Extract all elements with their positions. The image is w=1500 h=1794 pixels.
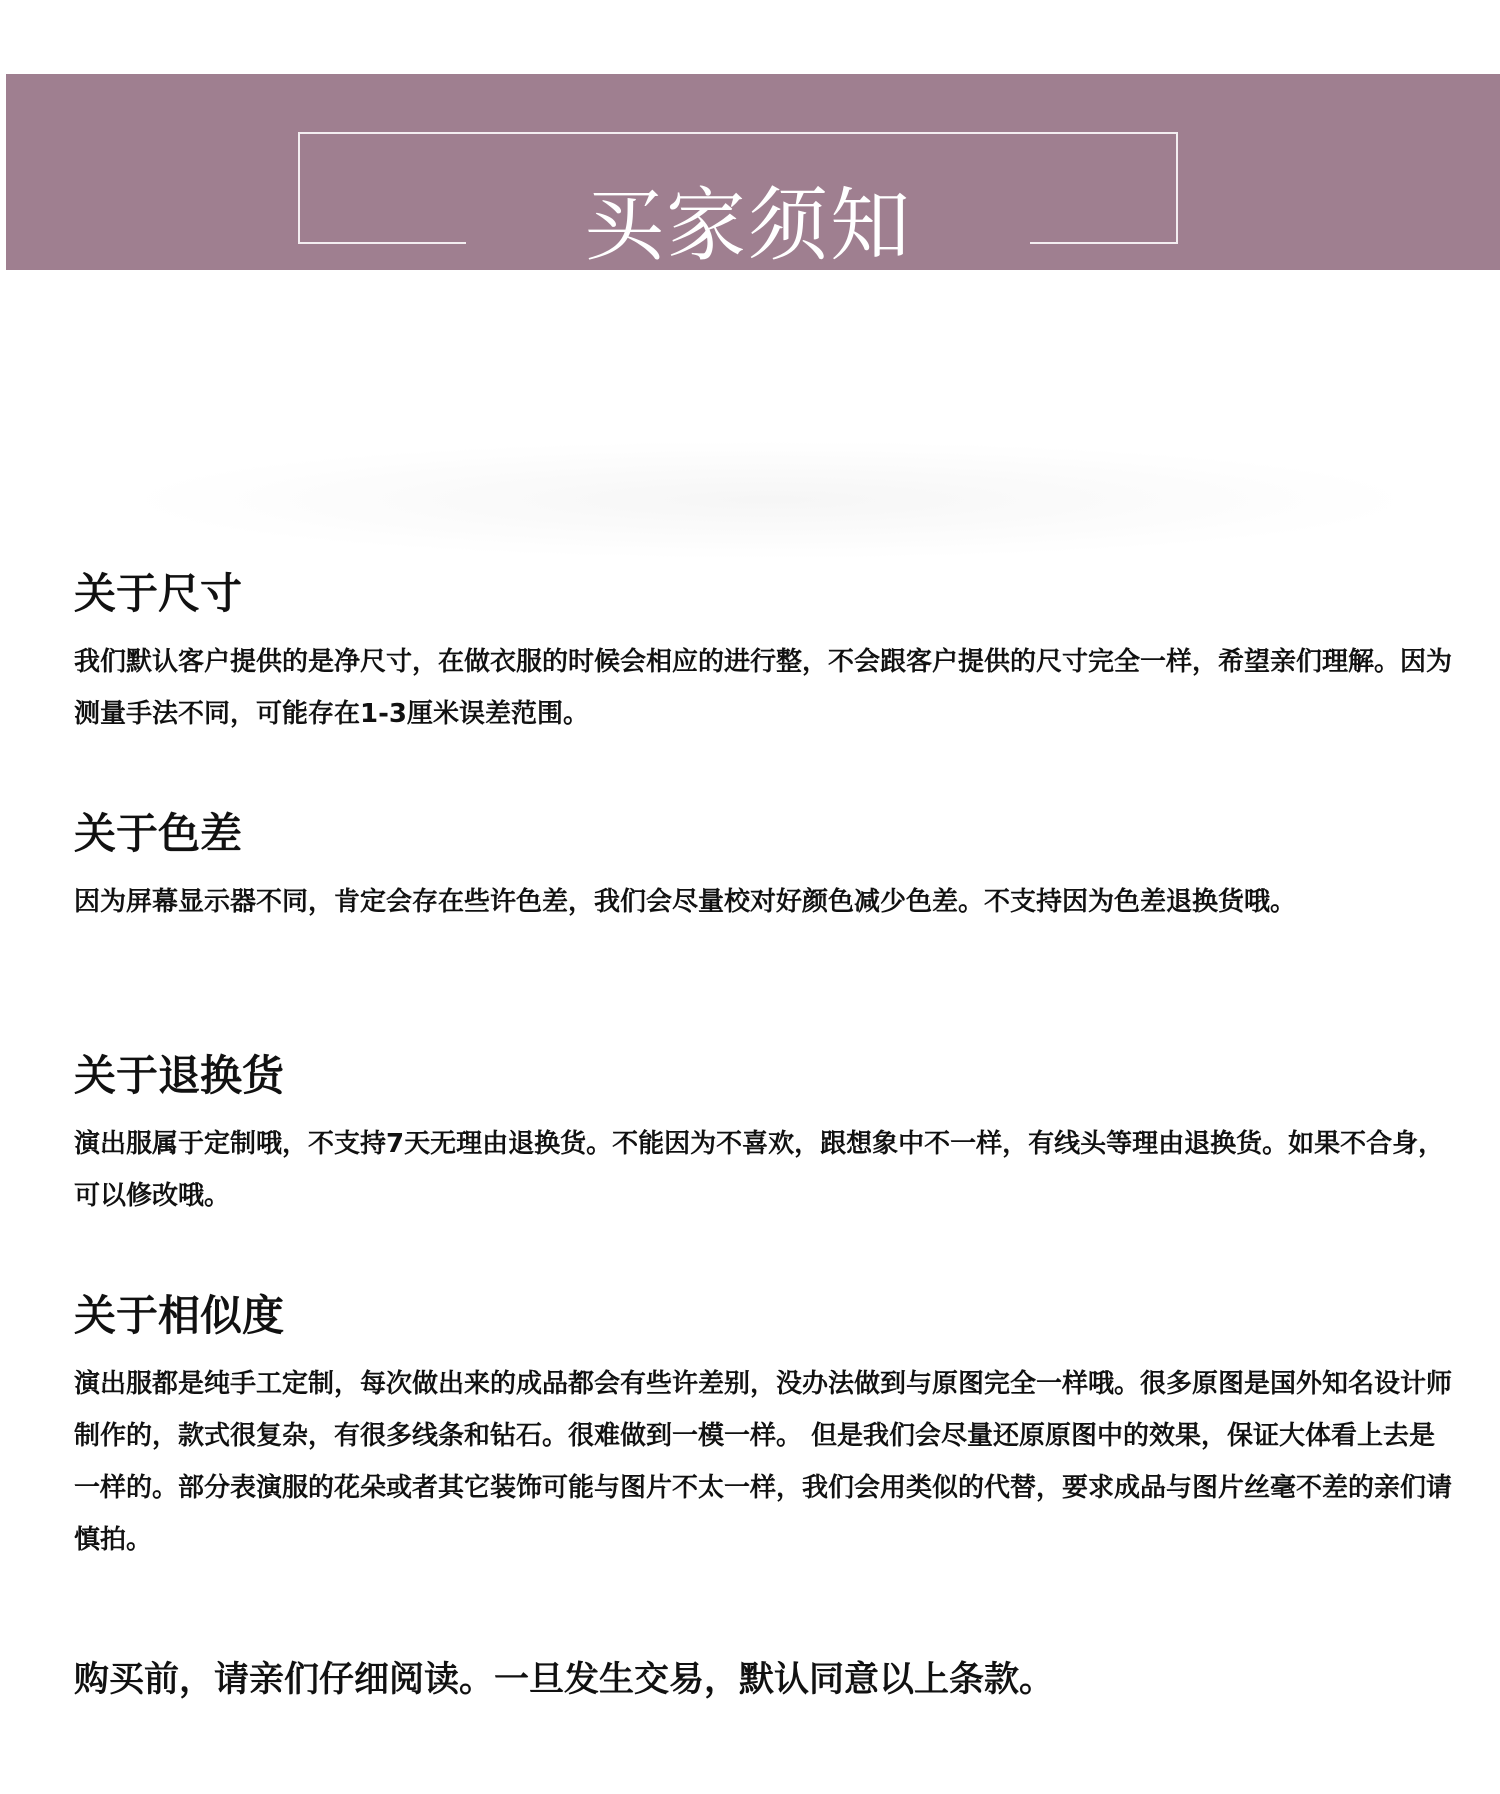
section-title-similarity: 关于相似度 [74, 1291, 285, 1340]
section-text-return: 演出服属于定制哦，不支持7天无理由退换货。不能因为不喜欢，跟想象中不一样，有线头等理由退换货。如果不合身，可以修改哦。 [74, 1129, 1445, 1211]
section-text-similarity: 演出服都是纯手工定制，每次做出来的成品都会有些许差别，没办法做到与原图完全一样哦。很多原图是国外知名设计师制作的，款式很复杂，有很多线条和钻石。很难做到一模一样。 但是我们会尽量还原原图中的效果，保证大体看上去是一样的。部分表演服的花朵或者其它装饰可能与图片不太一样，我们会用类似的代替，要求成品与图片丝毫不差的亲们请慎拍。 [74, 1369, 1453, 1555]
section-title-size: 关于尺寸 [74, 569, 243, 618]
section-return [74, 1048, 1454, 1222]
section-title-return: 关于退换货 [74, 1051, 285, 1100]
header-banner [6, 74, 1500, 270]
section-size [74, 566, 1454, 740]
section-text-color: 因为屏幕显示器不同，肯定会存在些许色差，我们会尽量校对好颜色减少色差。不支持因为色差退换货哦。 [74, 887, 1297, 917]
final-note: 购买前，请亲们仔细阅读。一旦发生交易，默认同意以上条款。 [74, 1660, 1055, 1700]
banner-frame-bottom-left [298, 242, 466, 244]
banner-title: 买家须知 [584, 179, 912, 272]
banner-frame-bottom-right [1030, 242, 1178, 244]
section-title-color: 关于色差 [74, 809, 243, 858]
section-text-size: 我们默认客户提供的是净尺寸，在做衣服的时候会相应的进行整，不会跟客户提供的尺寸完全一样，希望亲们理解。因为测量手法不同，可能存在1-3厘米误差范围。 [74, 647, 1453, 729]
faint-decoration [120, 440, 1420, 560]
section-color [74, 806, 1454, 928]
section-similarity [74, 1288, 1454, 1566]
